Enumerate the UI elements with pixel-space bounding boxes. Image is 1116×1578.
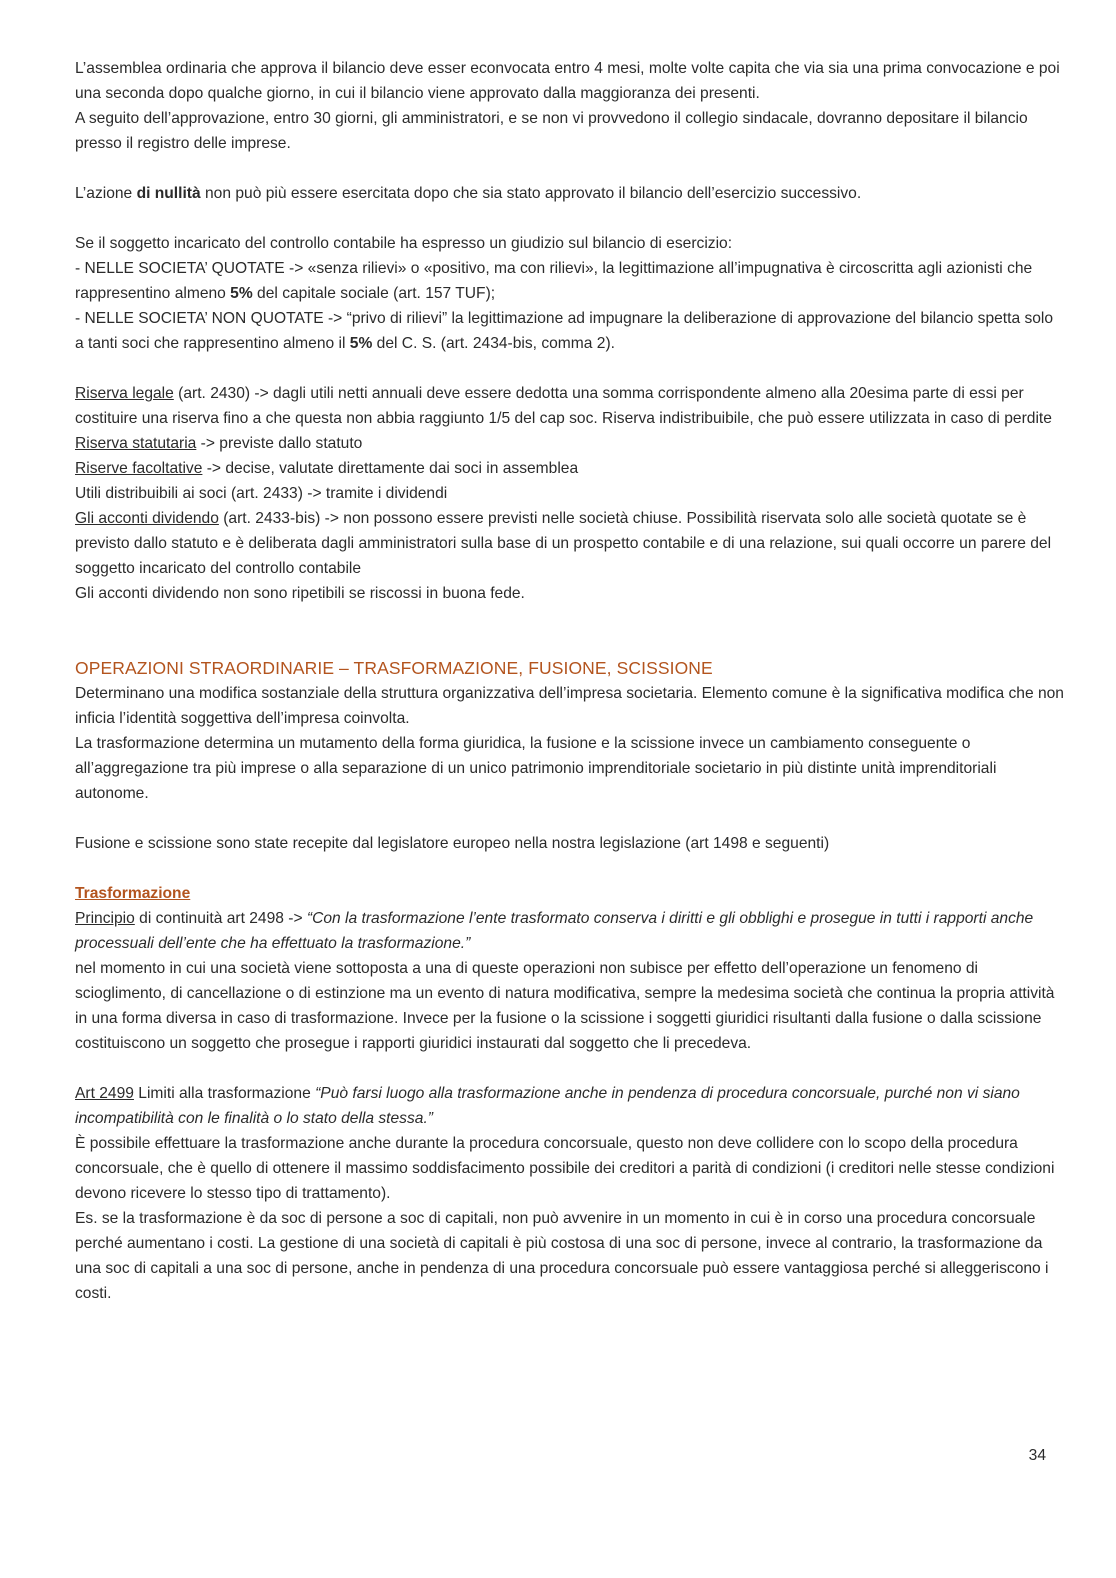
paragraph-assemblea: L’assemblea ordinaria che approva il bilancio deve esser econvocata entro 4 mesi, molte volte capita che via sia una prima convocazione e poi una seconda dopo qualche giorno, in cui il bilancio viene approvato dalla maggioranza dei presenti. [75, 60, 1060, 102]
paragraph-utili: Utili distribuibili ai soci (art. 2433) -> tramite i dividendi [75, 485, 448, 502]
paragraph-giudizio: Se il soggetto incaricato del controllo contabile ha espresso un giudizio sul bilancio di esercizio: [75, 235, 733, 252]
paragraph-modifica: Determinano una modifica sostanziale della struttura organizzativa dell’impresa societaria. Elemento comune è la significativa modifica che non inficia l’identità soggettiva dell’impresa coinvolta. [75, 685, 1064, 727]
page-number: 34 [1028, 1447, 1046, 1464]
section-heading: OPERAZIONI STRAORDINARIE – TRASFORMAZIONE, FUSIONE, SCISSIONE [75, 658, 713, 678]
paragraph-procedura: È possibile effettuare la trasformazione anche durante la procedura concorsuale, questo non deve collidere con lo scopo della procedura concorsuale, che è quello di ottenere il massimo soddisfacimento possibile dei creditori a parità di condizioni (i creditori nelle stesse condizioni devono ricevere lo stesso tipo di trattamento). [75, 1135, 1055, 1202]
paragraph-non-quotate: - NELLE SOCIETA’ NON QUOTATE -> “privo di rilievi” la legittimazione ad impugnare la deliberazione di approvazione del bilancio spetta solo a tanti soci che rappresentino almeno il 5% del C. S. (art. 2434-bis, comma 2). [75, 310, 1054, 352]
paragraph-art-2499: Art 2499 Limiti alla trasformazione “Può farsi luogo alla trasformazione anche in pendenza di procedura concorsuale, purché non vi siano incompatibilità con le finalità o lo stato della stessa.” [75, 1085, 1020, 1127]
paragraph-nullita: L’azione di nullità non può più essere esercitata dopo che sia stato approvato il bilancio dell’esercizio successivo. [75, 185, 862, 202]
paragraph-acconti: Gli acconti dividendo (art. 2433-bis) -> non possono essere previsti nelle società chiuse. Possibilità riservata solo alle società quotate se è previsto dallo statuto e è deliberata dagli amministratori sulla base di un prospetto contabile e di una relazione, sui quali occorre un parere del soggetto incaricato del controllo contabile [75, 510, 1052, 577]
paragraph-continuita: nel momento in cui una società viene sottoposta a una di queste operazioni non subisce per effetto dell’operazione un fenomeno di scioglimento, di cancellazione o di estinzione ma un evento di natura modificativa, sempre la medesima società che continua la propria attività in una forma diversa in caso di trasformazione. Invece per la fusione o la scissione i soggetti giuridici risultanti dalla fusione o dalla scissione costituiscono un soggetto che prosegue i rapporti giuridici instaurati dal soggetto che li precedeva. [75, 960, 1055, 1052]
paragraph-acconti-ripetibili: Gli acconti dividendo non sono ripetibili se riscossi in buona fede. [75, 585, 525, 602]
paragraph-riserva-legale: Riserva legale (art. 2430) -> dagli utili netti annuali deve essere dedotta una somma corrispondente almeno alla 20esima parte di essi per costituire una riserva fino a che questa non abbia raggiunto 1/5 del cap soc. Riserva indistribuibile, che può essere utilizzata in caso di perdite [75, 385, 1052, 427]
paragraph-deposito: A seguito dell’approvazione, entro 30 giorni, gli amministratori, e se non vi provvedono il collegio sindacale, dovranno depositare il bilancio presso il registro delle imprese. [75, 110, 1028, 152]
trasformazione-heading: Trasformazione [75, 885, 191, 902]
paragraph-mutamento: La trasformazione determina un mutamento della forma giuridica, la fusione e la scissione invece un cambiamento conseguente o all’aggregazione tra più imprese o alla separazione di un unico patrimonio imprenditoriale societario in più distinte unità imprenditoriali autonome. [75, 735, 997, 802]
document-page [75, 56, 1065, 1306]
paragraph-recepite: Fusione e scissione sono state recepite dal legislatore europeo nella nostra legislazione (art 1498 e seguenti) [75, 835, 830, 852]
paragraph-riserve-facoltative: Riserve facoltative -> decise, valutate direttamente dai soci in assemblea [75, 460, 579, 477]
paragraph-esempio: Es. se la trasformazione è da soc di persone a soc di capitali, non può avvenire in un momento in cui è in corso una procedura concorsuale perché aumentano i costi. La gestione di una società di capitali è più costosa di una soc di persone, invece al contrario, la trasformazione da una soc di capitali a una soc di persone, anche in pendenza di una procedura concorsuale può essere vantaggiosa perché si alleggeriscono i costi. [75, 1210, 1049, 1302]
paragraph-quotate: - NELLE SOCIETA’ QUOTATE -> «senza rilievi» o «positivo, ma con rilievi», la legittimazione all’impugnativa è circoscritta agli azionisti che rappresentino almeno 5% del capitale sociale (art. 157 TUF); [75, 260, 1033, 302]
paragraph-principio: Principio di continuità art 2498 -> “Con la trasformazione l’ente trasformato conserva i diritti e gli obblighi e prosegue in tutti i rapporti anche processuali dell’ente che ha effettuato la trasformazione.” [75, 910, 1034, 952]
paragraph-riserva-statutaria: Riserva statutaria -> previste dallo statuto [75, 435, 363, 452]
